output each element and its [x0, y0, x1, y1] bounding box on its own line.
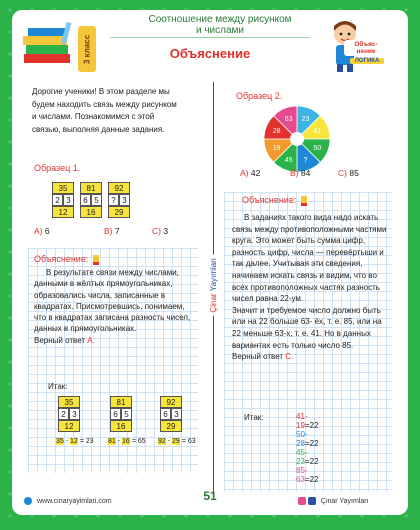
- eq-minus: -: [115, 438, 123, 445]
- explanation-right-heading-text: Объяснение:: [242, 195, 297, 205]
- answer-letter: A): [240, 168, 249, 178]
- result-label-left: Итак:: [48, 382, 68, 391]
- box-top: 92: [160, 396, 182, 408]
- box-bottom: 16: [110, 420, 132, 432]
- box-left: 6: [80, 194, 91, 206]
- explanation-left-paragraph: В результате связи между числами, данными в жёлтых прямоугольниках, образовались числа, записанные в квадратах. Присмотревшись, понимаем, что в квадратах записана разность чисел, данных в прямоугольниках.: [34, 268, 191, 334]
- explanation-right-paragraph: В заданиях такого вида надо искать связь между противоположными частями круга. Это может быть сумма цифр, разность цифр, числа — перевёртыши и так далее. Учитывая эти сведения, начинаем искать связь и видим, что во всех противоположных частях разность чисел равна 22-ум.: [232, 213, 387, 304]
- eq-subtrahend: 12: [70, 438, 78, 445]
- explanation-left-heading-text: Объяснение:: [34, 254, 89, 264]
- eq-minus: -: [165, 438, 173, 445]
- eq-result: =22: [304, 439, 319, 448]
- eq-expression: 41-19: [296, 412, 308, 430]
- answer-value: 3: [163, 226, 169, 236]
- answer-letter: B): [290, 168, 299, 178]
- explanation-left-heading: [34, 254, 99, 265]
- pencil-icon: [301, 196, 307, 206]
- answer-letter: A.: [87, 335, 95, 345]
- box-top: 81: [80, 182, 102, 194]
- answer-value: 84: [300, 168, 311, 178]
- box-bottom: 16: [80, 206, 102, 218]
- brand-part-b: Yayımları: [208, 257, 218, 291]
- answer-value: 42: [250, 168, 261, 178]
- answer-letter: C.: [285, 352, 294, 362]
- box-bottom: 12: [52, 206, 74, 218]
- mascot-label-line-1: Объяс-: [354, 41, 378, 48]
- mascot-label-line-2: нение: [356, 48, 376, 55]
- footer: [0, 484, 420, 530]
- answer-value: 6: [44, 226, 50, 236]
- page-number: 51: [203, 489, 217, 503]
- grade-tag: 3 класс: [78, 26, 96, 72]
- box-bottom: 29: [160, 420, 182, 432]
- answer-value: 85: [349, 168, 359, 178]
- box-left: ?: [108, 194, 119, 206]
- title-line-2: и числами: [195, 25, 245, 36]
- result-equation: [296, 466, 318, 484]
- facebook-icon: [308, 497, 316, 505]
- sample2-answer-a[interactable]: [240, 168, 260, 178]
- instagram-icon: [298, 497, 306, 505]
- eq-result: = 63: [181, 438, 196, 445]
- eq-minuend: 35: [56, 438, 64, 445]
- box-left: 2: [58, 408, 69, 420]
- explanation-left-text: [34, 267, 196, 346]
- box-left: 6: [160, 408, 171, 420]
- box-left: 2: [52, 194, 63, 206]
- mascot-label: [344, 40, 388, 56]
- pie-slice-label: 45: [284, 156, 293, 164]
- pie-center: [290, 132, 304, 146]
- box-bottom: 12: [58, 420, 80, 432]
- header-divider: [110, 37, 310, 38]
- website-text: www.cinaryayimlari.com: [36, 498, 112, 505]
- result-equation: [158, 438, 196, 445]
- box-right: 3: [63, 194, 74, 206]
- eq-subtrahend: 16: [122, 438, 130, 445]
- eq-result: =22: [304, 421, 319, 430]
- pencil-icon: [93, 255, 99, 265]
- mascot-tag: ЛОГИКА: [350, 58, 384, 64]
- eq-expression: 50-28: [296, 430, 308, 448]
- sample2-answer-c[interactable]: [338, 168, 359, 178]
- eq-result: = 65: [131, 438, 146, 445]
- result-equation: [296, 412, 318, 430]
- sample1-answer-c[interactable]: [152, 226, 168, 236]
- pie-slice-label: 41: [313, 128, 322, 136]
- answer-value: 7: [114, 226, 120, 236]
- books-icon: [20, 20, 76, 70]
- answer-letter: A): [34, 226, 43, 236]
- brand-part-a: Çinar: [208, 293, 218, 313]
- eq-result: =22: [304, 475, 319, 484]
- result-equation: [56, 438, 94, 445]
- answer-prefix: Верный ответ: [34, 335, 86, 345]
- sample1-answer-b[interactable]: [104, 226, 120, 236]
- page-title: [140, 14, 300, 36]
- eq-minus: -: [63, 438, 71, 445]
- globe-icon: [24, 497, 32, 505]
- answer-prefix: Верный ответ: [232, 352, 284, 362]
- pie-slice-label: 50: [313, 144, 322, 152]
- answer-letter: B): [104, 226, 113, 236]
- explanation-right-heading: [242, 194, 307, 206]
- social-text: Çinar Yayımları: [320, 498, 369, 505]
- explanation-right-answer: [232, 351, 390, 363]
- eq-minuend: 92: [158, 438, 166, 445]
- answer-letter: C): [152, 226, 161, 236]
- sample2-pie-figure: [262, 104, 332, 174]
- answer-letter: C): [338, 168, 347, 178]
- box-right: 3: [119, 194, 130, 206]
- explanation-left-answer: [34, 335, 196, 346]
- social-link[interactable]: [292, 494, 402, 509]
- pie-slice-label: ?: [303, 156, 308, 164]
- pie-slice-label: 19: [272, 144, 281, 152]
- eq-expression: 85-63: [296, 466, 308, 484]
- pie-slice-label: 23: [301, 116, 310, 124]
- box-right: 5: [121, 408, 132, 420]
- box-right: 5: [91, 194, 102, 206]
- title-line-1: Соотношение между рисунком: [148, 14, 292, 25]
- eq-result: = 23: [79, 438, 94, 445]
- sample1-answer-a[interactable]: [34, 226, 50, 236]
- page-subtitle: Объяснение: [169, 46, 251, 61]
- box-left: 6: [110, 408, 121, 420]
- box-top: 81: [110, 396, 132, 408]
- eq-minuend: 81: [108, 438, 116, 445]
- website-link[interactable]: [18, 494, 138, 509]
- box-top: 35: [52, 182, 74, 194]
- eq-result: =22: [304, 457, 319, 466]
- intro-text: Дорогие ученики! В этом разделе мы будем находить связь между рисунком и числами. Познакомимся с этой связью, выполняя данные задания.: [32, 87, 177, 134]
- result-equation: [108, 438, 146, 445]
- sample1-heading: Образец 1.: [34, 163, 81, 173]
- eq-subtrahend: 29: [172, 438, 180, 445]
- box-right: 3: [171, 408, 182, 420]
- result-equation: [296, 430, 318, 448]
- box-top: 35: [58, 396, 80, 408]
- box-bottom: 29: [108, 206, 130, 218]
- explanation-right-paragraph-2: Значит и требуемое число должно быть или на 22 больше 63- ёх, т. е. 85, или на 22 меньше 63-х, т. е. 41. Но в данных вариантах есть только число 85.: [232, 305, 382, 350]
- box-right: 3: [69, 408, 80, 420]
- eq-expression: 45-23: [296, 448, 308, 466]
- explanation-right-text: [232, 212, 390, 363]
- result-equation: [296, 448, 318, 466]
- pie-slice-label: 28: [272, 128, 281, 136]
- pie-slice-label: 63: [284, 116, 293, 124]
- sample2-answer-b[interactable]: [290, 168, 310, 178]
- box-top: 92: [108, 182, 130, 194]
- sample2-heading: Образец 2.: [236, 91, 283, 101]
- result-label-right: Итак:: [244, 413, 264, 422]
